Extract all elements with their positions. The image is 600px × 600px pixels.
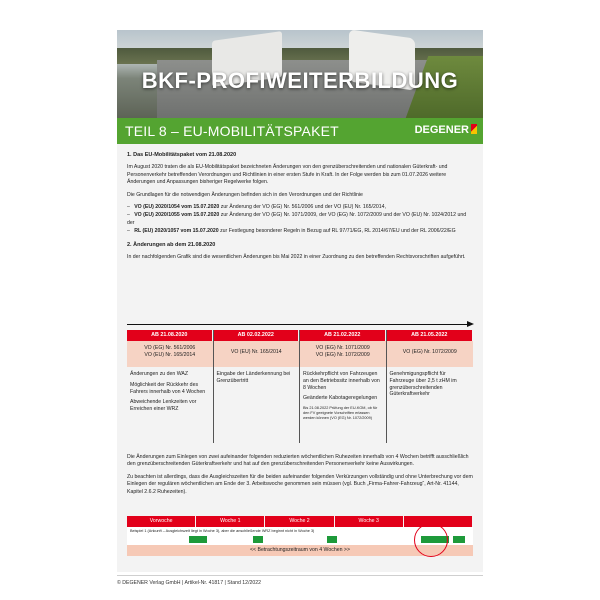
list-item: – VO (EU) 2020/1054 vom 15.07.2020 zur Änderung der VO (EG) Nr. 561/2006 und der VO (EU) Nr. 165/2014, [127,204,386,211]
column-changes: Änderungen zu den WAZ Möglichkeit der Rückkehr des Fahrers innerhalb von 4 Wochen Abweichende Lenkzeiten vor Erreichen einer WRZ [130,371,206,413]
column-date: AB 02.02.2022 [214,330,300,341]
list-item: – RL (EU) 2020/1057 vom 15.07.2020 zur Festlegung besonderer Regeln in Bezug auf RL 97/71/EG, RL 2014/67/EU und der RL 2006/22/EG [127,228,456,235]
column-date: AB 21.05.2022 [387,330,474,341]
document-page [117,30,483,572]
footer-divider [117,575,483,576]
column-note: Bis 21.08.2022 Prüfung der EU-KOM, ob für den FV geeignete Vorschriften erlassen werden können (VO (EG) Nr. 1072/2009) [303,406,378,421]
week-label: Woche 2 [265,516,334,527]
column-changes: Eingabe der Länderkennung bei Grenzübertritt [216,371,291,384]
paragraph: Die Grundlagen für die notwendigen Änderungen befinden sich in den Verordnungen und der Richtlinie [127,191,363,198]
column-regs: VO (EG) Nr. 561/2006 VO (EU) Nr. 165/2014 [127,341,213,367]
period-summary: << Betrachtungszeitraum von 4 Wochen >> [127,545,473,556]
header-image [117,30,483,118]
changes-table [127,330,473,443]
week-label: Vorwoche [127,516,196,527]
table-column [127,330,214,443]
section-heading: 2. Änderungen ab dem 21.08.2020 [127,241,216,248]
highlight-circle [414,523,448,557]
table-column [300,330,387,443]
week-diagram [127,516,473,556]
section-heading: 1. Das EU-Mobilitätspaket vom 21.08.2020 [127,152,237,158]
column-changes: Rückkehrpflicht von Fahrzeugen an den Betriebssitz innerhalb von 8 Wochen Geänderte Kabotageregelungen Bis 21.08.2022 Prüfung der EU-KOM, ob für den FV geeignete Vorschriften erlassen werden können (VO (EG) Nr. 1072/2009) [300,367,386,443]
paragraph: Im August 2020 traten die als EU-Mobilitätspaket bezeichneten Änderungen von den grenzüberschreitenden und nationalen Güterkraft- und Personenverkehr betreffenden Verordnungen und Richtlinien in einer ersten Stufe in Kraft. In der Folge werden bis zum 01.07.2026 weitere Änderungen und Anpassungen bisheriger Regelwerke folgen. [127,164,448,186]
rest-block [453,536,465,543]
column-regs: VO (EG) Nr. 1072/2009 [387,341,474,367]
table-column [387,330,474,443]
subtitle: TEIL 8 – EU-MOBILITÄTSPAKET [125,123,339,139]
rest-period-section [127,454,473,501]
column-changes: Genehmigungspflicht für Fahrzeuge über 2,5 t zHM im grenzüberschreitenden Güterkraftverkehr [389,371,457,398]
rest-block [189,536,207,543]
brand-logo: DEGENER [415,124,477,136]
column-regs: VO (EU) Nr. 165/2014 [214,341,300,367]
arrow-head-icon [467,321,474,327]
paragraph: Zu beachten ist allerdings, dass die Ausgleichszeiten für die beiden aufeinander folgenden Verkürzungen vollständig und ohne Unterbrechung vor dem Einlegen der regulären wöchentlichen am Ende der 3. Arbeitswoche genommen sein müssen (vgl. Buch „Firma-Fahrer-Fahrzeug“, Art-Nr. 41144, Kapitel 2.6.2 Ruhezeiten). [127,473,473,495]
rest-block [253,536,263,543]
week-example-caption: Beispiel 1 (Ankunft – Ausgleichszeit liegt in Woche 3), aber die anschließende WRZ beginnt nicht in Woche 3) [127,527,473,535]
timeline-arrow [127,324,469,325]
column-date: AB 21.02.2022 [300,330,386,341]
footer: © DEGENER Verlag GmbH | Artikel-Nr. 41817 | Stand 12/2022 [117,580,262,586]
paragraph: Die Änderungen zum Einlegen von zwei aufeinander folgenden reduzierten wöchentlichen Ruhezeiten innerhalb von 4 Wochen betrifft ausschließlich den grenzüberschreitenden Güterkraftverkehr und hat auf den grenzüberschreitenden Personenverkehr keine Auswirkungen. [127,454,469,468]
week-label: Woche 1 [196,516,265,527]
rest-period-row [127,535,473,545]
table-column [214,330,301,443]
column-regs: VO (EG) Nr. 1071/2009 VO (EG) Nr. 1072/2009 [300,341,386,367]
column-date: AB 21.08.2020 [127,330,213,341]
list-item: – VO (EU) 2020/1055 vom 15.07.2020 zur Änderung der VO (EG) Nr. 1071/2009, der VO (EG) Nr. 1072/2009 und der VO (EU) Nr. 1024/2012 und der [127,212,467,226]
paragraph: In der nachfolgenden Grafik sind die wesentlichen Änderungen bis Mai 2022 in einer Zuordnung zu den betreffenden Rechtsvorschriften aufgeführt. [127,254,466,261]
week-label: Woche 3 [335,516,404,527]
rest-block [327,536,337,543]
subtitle-bar [117,118,483,144]
intro-section [127,152,473,266]
page-title: BKF-PROFIWEITERBILDUNG [141,68,459,93]
